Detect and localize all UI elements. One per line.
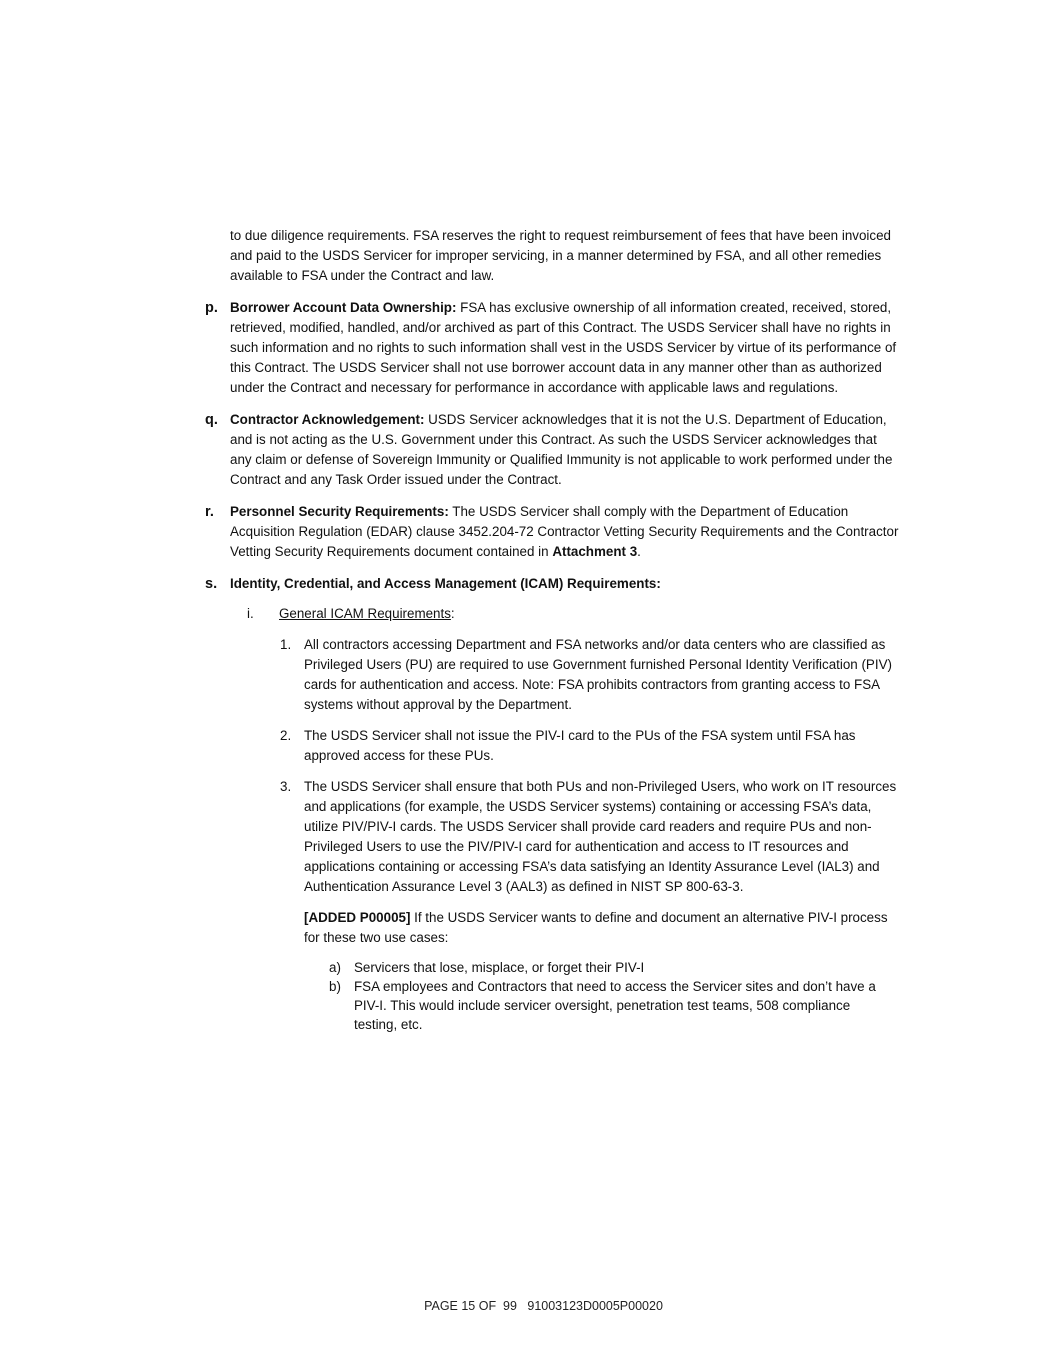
subsection-i-title: General ICAM Requirements xyxy=(279,606,451,621)
numbered-item-text: The USDS Servicer shall not issue the PIV-I card to the PUs of the FSA system until FSA has approved access for these PUs. xyxy=(304,728,856,763)
alpha-item-label: b) xyxy=(329,979,341,994)
alpha-item-text: Servicers that lose, misplace, or forget their PIV-I xyxy=(354,960,645,975)
section-s-heading: Identity, Credential, and Access Management (ICAM) Requirements: xyxy=(230,576,661,591)
subsection-i xyxy=(247,604,899,624)
added-amendment-paragraph xyxy=(304,908,900,948)
section-r xyxy=(205,502,902,562)
numbered-item-text: The USDS Servicer shall ensure that both PUs and non-Privileged Users, who work on IT resources and applications (for example, the USDS Servicer systems) containing or accessing FSA’s data, utilize PIV/PIV-I cards. The USDS Servicer shall provide card readers and require PUs and non-Privileged Users to use the PIV/PIV-I card for authentication and access to IT resources and applications containing or accessing FSA’s data satisfying an Identity Assurance Level (IAL3) and Authentication Assurance Level 3 (AAL3) as defined in NIST SP 800-63-3. xyxy=(304,779,897,894)
alpha-item-label: a) xyxy=(329,960,341,975)
numbered-item-2 xyxy=(280,726,900,766)
alpha-item-text: FSA employees and Contractors that need to access the Servicer sites and don’t have a PIV-I. This would include servicer oversight, penetration test teams, 508 compliance testing, etc. xyxy=(354,979,876,1032)
numbered-item-label: 2. xyxy=(280,728,292,743)
section-p xyxy=(205,298,902,398)
section-r-heading: Personnel Security Requirements: xyxy=(230,504,449,519)
intro-paragraph: to due diligence requirements. FSA reserves the right to request reimbursement of fees that have been invoiced and paid to the USDS Servicer for improper servicing, in a manner determined by FSA, and all other remedies available to FSA under the Contract and law. xyxy=(230,228,891,283)
numbered-item-text: All contractors accessing Department and FSA networks and/or data centers who are classified as Privileged Users (PU) are required to use Government furnished Personal Identity Verification (PIV) cards for authentication and access. Note: FSA prohibits contractors from granting access to FSA systems without approval by the Department. xyxy=(304,637,892,712)
numbered-item-label: 3. xyxy=(280,779,292,794)
section-s-label: s. xyxy=(205,576,218,592)
subsection-i-colon: : xyxy=(450,606,455,621)
attachment-reference: Attachment 3 xyxy=(552,544,638,559)
numbered-item-label: 1. xyxy=(280,637,292,652)
section-q-heading: Contractor Acknowledgement: xyxy=(230,412,425,427)
page-number-text: PAGE 15 OF 99 91003123D0005P00020 xyxy=(424,1299,663,1313)
section-p-text: FSA has exclusive ownership of all information created, received, stored, retrieved, modified, handled, and/or archived as part of this Contract. The USDS Servicer shall have no rights in such information and no rights to such information shall vest in the USDS Servicer by virtue of its performance of this Contract. The USDS Servicer shall not use borrower account data in any manner other than as authorized under the Contract and necessary for performance in accordance with applicable laws and regulations. xyxy=(230,300,897,395)
document-body xyxy=(0,226,1055,1034)
section-r-text: The USDS Servicer shall comply with the Department of Education Acquisition Regulation (EDAR) clause 3452.204-72 Contractor Vetting Security Requirements and the Contractor Vetting Security Requirements document contained in xyxy=(230,504,899,559)
page-footer xyxy=(0,1299,1055,1313)
section-q-text: USDS Servicer acknowledges that it is not the U.S. Department of Education, and is not acting as the U.S. Government under this Contract. As such the USDS Servicer acknowledges that any claim or defense of Sovereign Immunity or Qualified Immunity is not applicable to work performed under the Contract and any Task Order issued under the Contract. xyxy=(230,412,893,487)
section-q-label: q. xyxy=(205,412,218,428)
subsection-i-label: i. xyxy=(247,606,254,621)
numbered-item-3 xyxy=(280,777,900,897)
section-r-label: r. xyxy=(205,504,214,520)
alpha-item-a xyxy=(329,958,894,977)
section-p-label: p. xyxy=(205,300,218,316)
numbered-item-1 xyxy=(280,635,900,715)
section-p-heading: Borrower Account Data Ownership: xyxy=(230,300,457,315)
amendment-text: If the USDS Servicer wants to define and document an alternative PIV-I process for these two use cases: xyxy=(304,910,888,945)
section-s xyxy=(205,574,902,594)
section-q xyxy=(205,410,902,490)
alpha-item-b xyxy=(329,977,894,1034)
amendment-tag: [ADDED P00005] xyxy=(304,910,411,925)
section-r-end: . xyxy=(637,544,641,559)
